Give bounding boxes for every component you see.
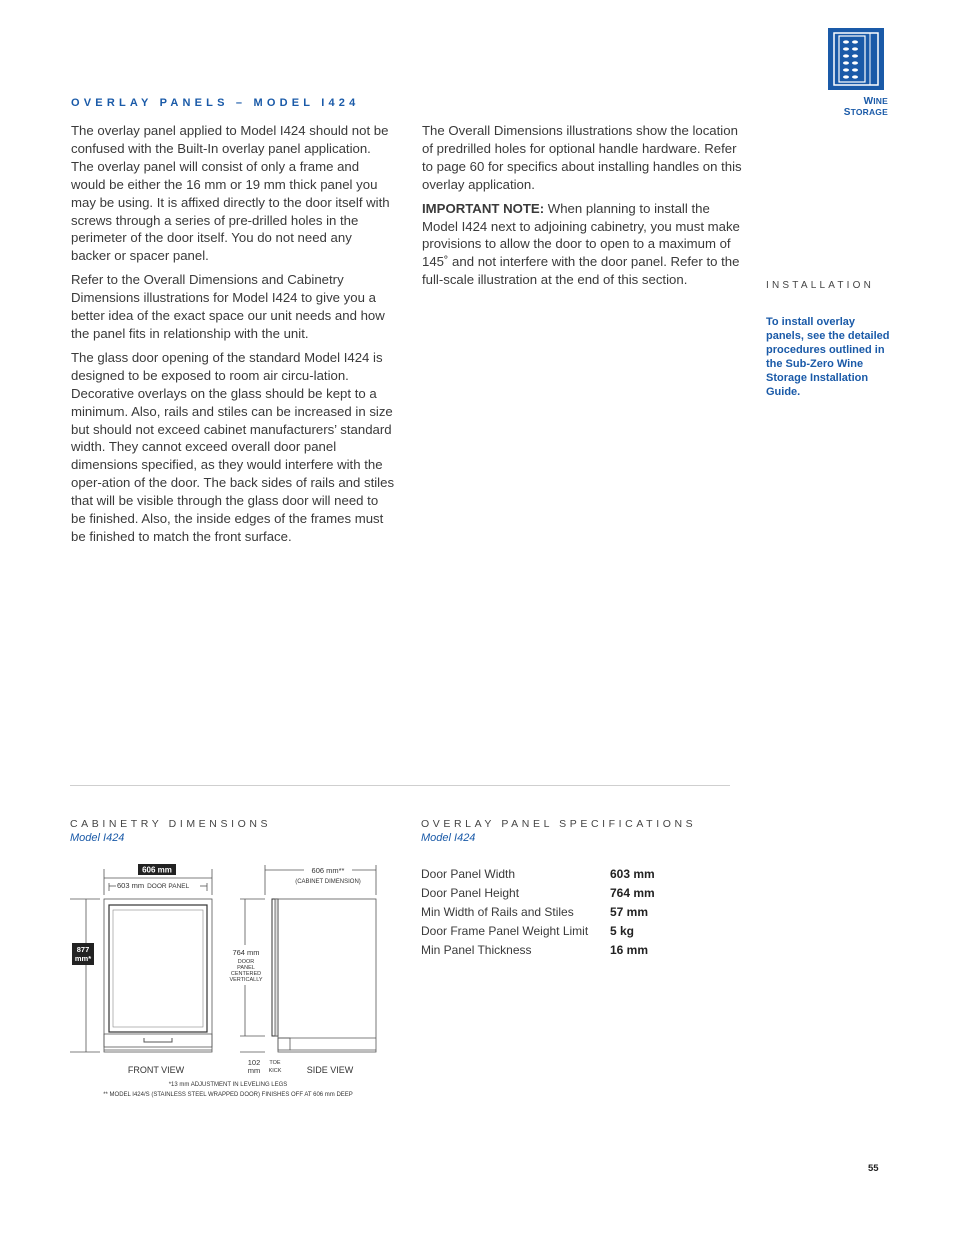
- important-note: [422, 200, 744, 290]
- door-height-note: DOOR: [237, 959, 255, 965]
- depth-label: 606 mm**: [311, 866, 345, 875]
- wine-storage-logo-icon: [828, 28, 884, 90]
- table-row: Min Width of Rails and Stiles 57 mm: [421, 904, 649, 919]
- cabinetry-diagram: [60, 855, 400, 1105]
- toe-kick-unit: mm: [247, 1066, 261, 1075]
- body-paragraph: The glass door opening of the standard Model I424 is designed to be exposed to room air circu-lation. Decorative overlays on the glass should be kept to a minimum. Also, rails and stiles can be increased in size but should not exceed cabinet manufacturers’ standard width. They cannot exceed overall door panel dimensions specified, as they would interfere with the oper-ation of the door. The back sides of rails and stiles that will be visible through the glass door will need to be finished. Also, the inside edges of the frames must be finished to match the front surface.: [71, 349, 395, 544]
- installation-note: To install overlay panels, see the detailed procedures outlined in the Sub-Zero Wine Storage Installation Guide.: [766, 316, 890, 398]
- important-note-label: IMPORTANT NOTE:: [422, 200, 545, 216]
- body-paragraph: The Overall Dimensions illustrations show the location of predrilled holes for optional handle hardware. Refer to page 60 for specifics about installing handles on this overlay application.: [422, 123, 742, 192]
- body-left-column: [71, 122, 395, 552]
- door-height-label: 764 mm: [232, 948, 260, 957]
- important-note-text: When planning to install the Model I424 next to adjoining cabinetry, you must make provisions to allow the door to open to a maximum of 145˚ and not interfere with the door panel. Refer to the full-scale illustration at the end of this section.: [422, 200, 740, 288]
- door-height-note: PANEL: [237, 965, 255, 971]
- specs-table: [421, 864, 655, 959]
- side-view-label: SIDE VIEW: [306, 1065, 354, 1075]
- table-row: Min Panel Thickness 16 mm: [421, 942, 649, 957]
- toe-kick-word: TOE: [269, 1060, 281, 1066]
- body-paragraph: Refer to the Overall Dimensions and Cabinetry Dimensions illustrations for Model I424 to give you a better idea of the exact space our unit needs and how the panel fits in relationship with the unit.: [71, 272, 385, 341]
- table-row: Door Panel Height 764 mm: [421, 885, 655, 900]
- installation-heading: INSTALLATION: [766, 280, 875, 291]
- table-row: Door Frame Panel Weight Limit 5 kg: [421, 923, 635, 938]
- footnote-1: *13 mm ADJUSTMENT IN LEVELING LEGS: [168, 1082, 288, 1088]
- depth-caption: (CABINET DIMENSION): [295, 879, 361, 885]
- body-paragraph: The overlay panel applied to Model I424 should not be confused with the Built-In overlay panel application. The overlay panel will consist of only a frame and would be either the 16 mm or 19 mm thick panel you may be using. It is affixed directly to the door itself with screws through a series of pre-drilled holes in the perimeter of the door itself. You do not need any backer or spacer panel.: [71, 123, 390, 264]
- footnote-2: ** MODEL I424/S (STAINLESS STEEL WRAPPED DOOR) FINISHES OFF AT 606 mm DEEP: [103, 1092, 353, 1098]
- cabinetry-model: Model I424: [70, 832, 125, 844]
- cabinetry-heading: CABINETRY DIMENSIONS: [70, 818, 272, 830]
- width-badge: 606 mm: [142, 865, 172, 875]
- door-height-note: VERTICALLY: [229, 977, 263, 983]
- front-view-label: FRONT VIEW: [127, 1065, 185, 1075]
- door-height-note: CENTERED: [230, 971, 262, 977]
- toe-kick-value: 102: [247, 1058, 261, 1067]
- height-badge-line1: 877: [76, 945, 90, 954]
- body-middle-column: [422, 122, 744, 295]
- table-row: Door Panel Width 603 mm: [421, 866, 655, 881]
- toe-kick-word: KICK: [268, 1068, 282, 1074]
- overlay-specs-model: Model I424: [421, 832, 476, 844]
- logo-caption: WINE STORAGE: [843, 96, 888, 118]
- height-badge-line2: mm*: [74, 954, 92, 963]
- door-panel-width-label: 603 mm DOOR PANEL: [117, 881, 190, 890]
- page-number: 55: [868, 1163, 879, 1174]
- overlay-specs-heading: OVERLAY PANEL SPECIFICATIONS: [421, 818, 697, 830]
- section-title: OVERLAY PANELS – MODEL I424: [71, 97, 360, 109]
- section-divider: [70, 785, 730, 786]
